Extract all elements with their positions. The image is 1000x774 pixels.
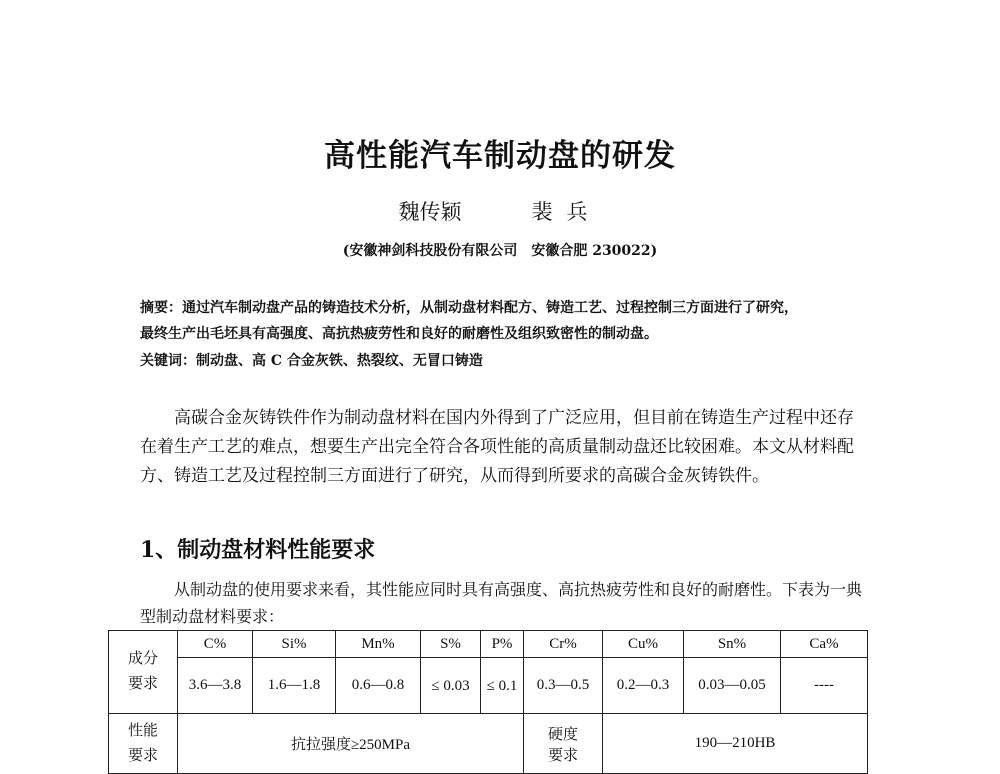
abstract-text: 最终生产出毛坯具有高强度、高抗热疲劳性和良好的耐磨性及组织致密性的制动盘。 (140, 326, 658, 342)
hardness-value-cell: 190—210HB (603, 714, 868, 774)
affiliation: (安徽神剑科技股份有限公司 安徽合肥 230022) (342, 243, 658, 259)
table-header-cell: C% (178, 631, 253, 658)
section-paragraph (140, 576, 870, 630)
author-list (0, 196, 1000, 226)
author-name: 裴兵 (531, 200, 602, 224)
material-requirements-table (108, 630, 868, 774)
table-row (109, 658, 868, 714)
table-header-cell: Cr% (524, 631, 603, 658)
table-header-row (109, 631, 868, 658)
keywords-text: 制动盘、高 C 合金灰铁、热裂纹、无冒口铸造 (196, 353, 483, 369)
abstract-text: 通过汽车制动盘产品的铸造技术分析，从制动盘材料配方、铸造工艺、过程控制三方面进行了研究， (182, 300, 798, 316)
table-cell: ≤ 0.1 (481, 658, 524, 714)
intro-paragraph (140, 404, 870, 491)
table-header-cell: Mn% (336, 631, 421, 658)
performance-label-cell: 性能 要求 (109, 714, 178, 774)
intro-text: 高碳合金灰铸铁件作为制动盘材料在国内外得到了广泛应用，但目前在铸造生产过程中还存在着生产工艺的难点，想要生产出完全符合各项性能的高质量制动盘还比较困难。本文从材料配方、铸造工艺及过程控制三方面进行了研究，从而得到所要求的高碳合金灰铸铁件。 (140, 408, 854, 486)
keywords (140, 350, 483, 370)
table-header-cell: Ca% (781, 631, 868, 658)
table-cell: ---- (781, 658, 868, 714)
table-header-cell: Si% (253, 631, 336, 658)
abstract (140, 295, 870, 347)
author-name: 魏传颖 (398, 200, 462, 224)
table-cell: 3.6—3.8 (178, 658, 253, 714)
table-cell: 0.6—0.8 (336, 658, 421, 714)
table-cell: 0.03—0.05 (684, 658, 781, 714)
table-cell: 1.6—1.8 (253, 658, 336, 714)
table-header-cell: P% (481, 631, 524, 658)
table-cell: 0.2—0.3 (603, 658, 684, 714)
hardness-label-cell: 硬度 要求 (524, 714, 603, 774)
table-cell: ≤ 0.03 (421, 658, 481, 714)
keywords-label: 关键词： (140, 353, 196, 369)
table-header-cell: Sn% (684, 631, 781, 658)
table-header-cell: Cu% (603, 631, 684, 658)
composition-label-cell: 成分 要求 (109, 631, 178, 714)
table-cell: 0.3—0.5 (524, 658, 603, 714)
paper-title: 高性能汽车制动盘的研发 (324, 138, 676, 174)
abstract-label: 摘要： (140, 300, 182, 316)
section-text: 从制动盘的使用要求来看，其性能应同时具有高强度、高抗热疲劳性和良好的耐磨性。下表为一典型制动盘材料要求： (140, 580, 863, 626)
section-heading: 1、制动盘材料性能要求 (140, 537, 376, 563)
table-row (109, 714, 868, 774)
table-header-cell: S% (421, 631, 481, 658)
tensile-strength-cell: 抗拉强度≥250MPa (178, 714, 524, 774)
